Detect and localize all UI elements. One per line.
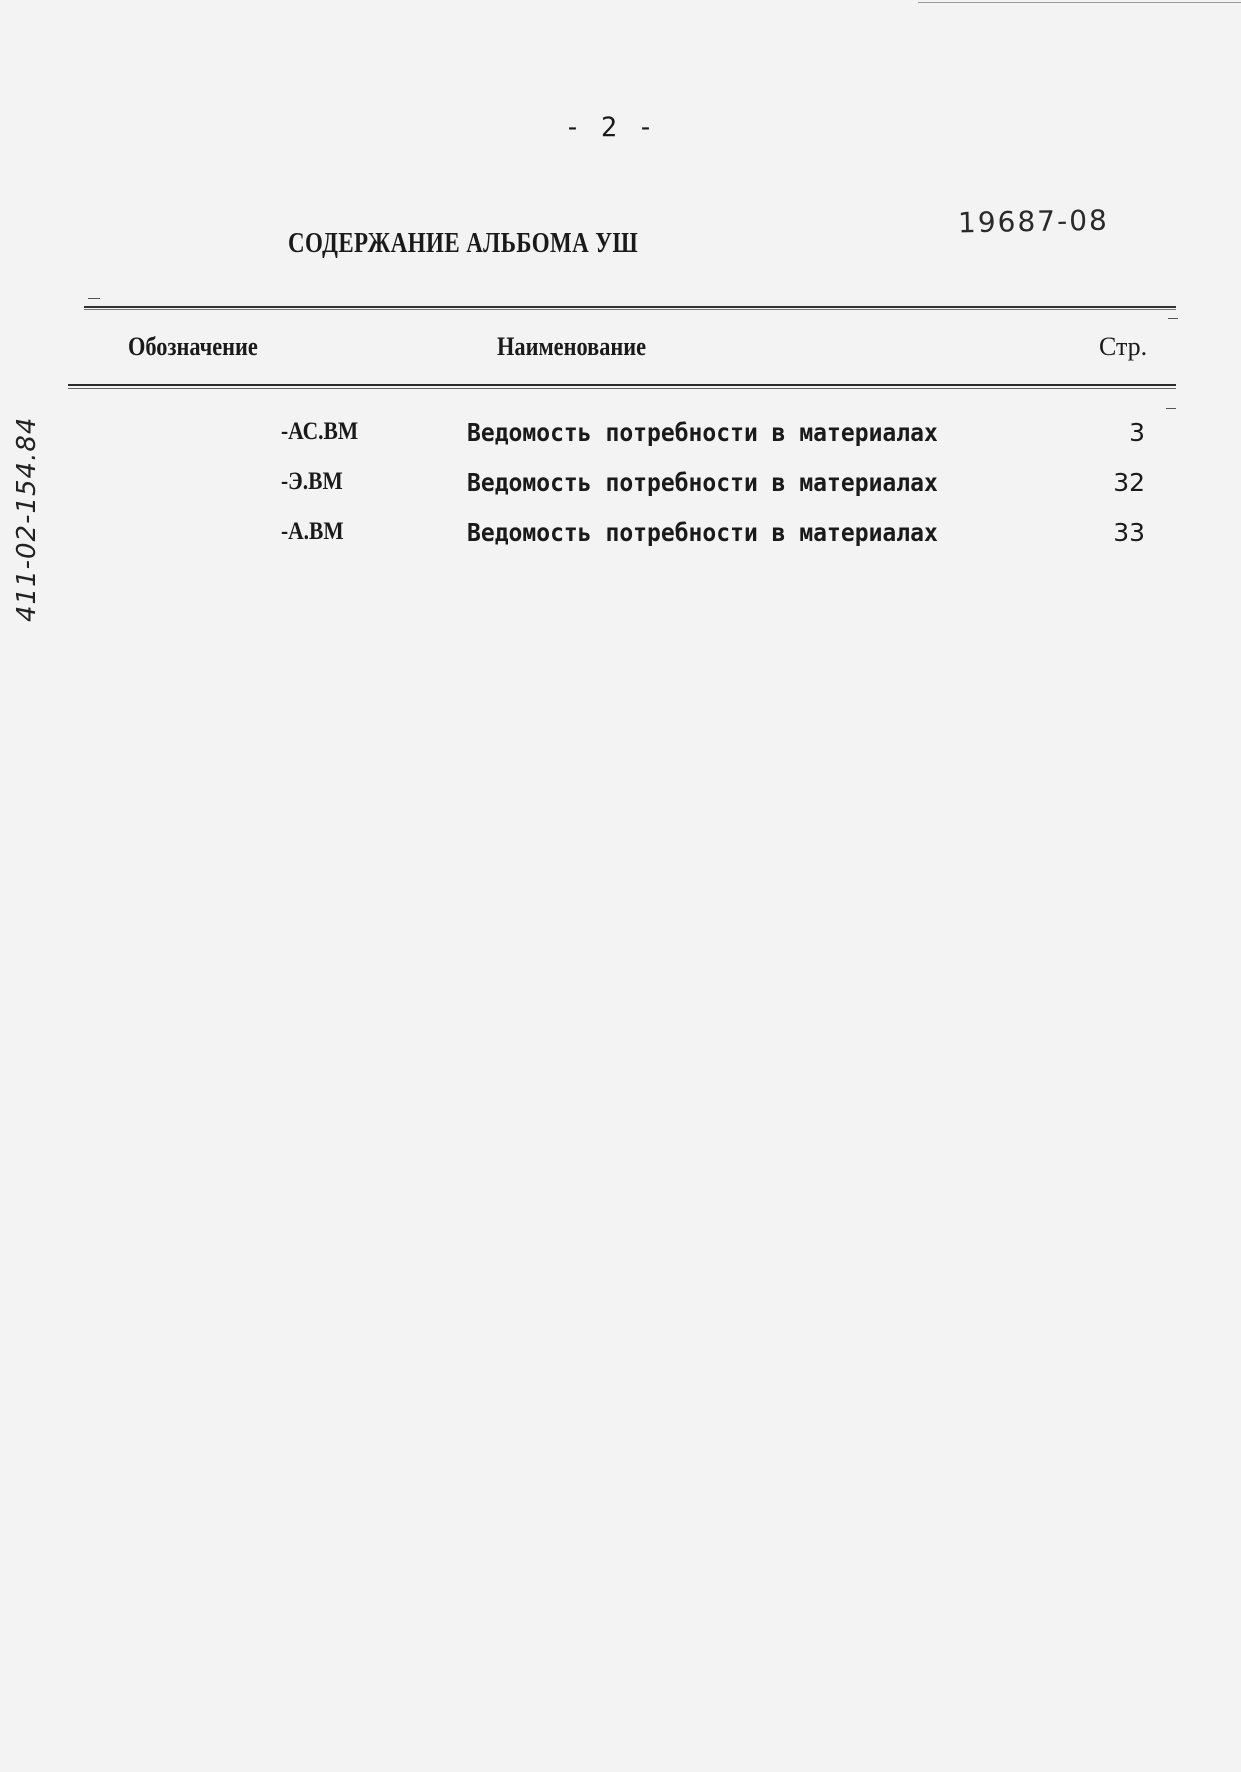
row-page: 3 bbox=[1129, 418, 1145, 447]
header-bottom-rule bbox=[68, 384, 1176, 386]
row-name: Ведомость потребности в материалах bbox=[467, 518, 938, 547]
row-designation: -Э.ВМ bbox=[281, 468, 343, 495]
page-number: - 2 - bbox=[564, 112, 656, 143]
table-row bbox=[0, 468, 1241, 518]
row-designation: -АС.ВМ bbox=[281, 418, 359, 445]
document-code: 19687-08 bbox=[957, 203, 1110, 240]
rule-tick bbox=[1166, 408, 1176, 409]
row-designation: -А.ВМ bbox=[281, 518, 344, 545]
header-page: Стр. bbox=[1099, 332, 1148, 361]
page-title: СОДЕРЖАНИЕ АЛЬБОМА УШ bbox=[288, 228, 639, 259]
row-name: Ведомость потребности в материалах bbox=[467, 418, 938, 447]
header-name: Наименование bbox=[497, 332, 647, 361]
row-name: Ведомость потребности в материалах bbox=[467, 468, 938, 497]
row-page: 32 bbox=[1113, 468, 1145, 497]
scan-edge-line bbox=[918, 2, 1241, 3]
side-stamp: 411-02-154.84 bbox=[12, 416, 42, 622]
table-row bbox=[0, 518, 1241, 568]
table-top-rule-inner bbox=[84, 309, 1176, 310]
row-page: 33 bbox=[1113, 518, 1145, 547]
table-row bbox=[0, 418, 1241, 468]
header-designation: Обозначение bbox=[128, 332, 258, 361]
table-top-rule bbox=[84, 306, 1176, 308]
rule-tick bbox=[88, 298, 100, 299]
rule-tick bbox=[1168, 318, 1178, 319]
header-bottom-rule-inner bbox=[68, 388, 1176, 389]
